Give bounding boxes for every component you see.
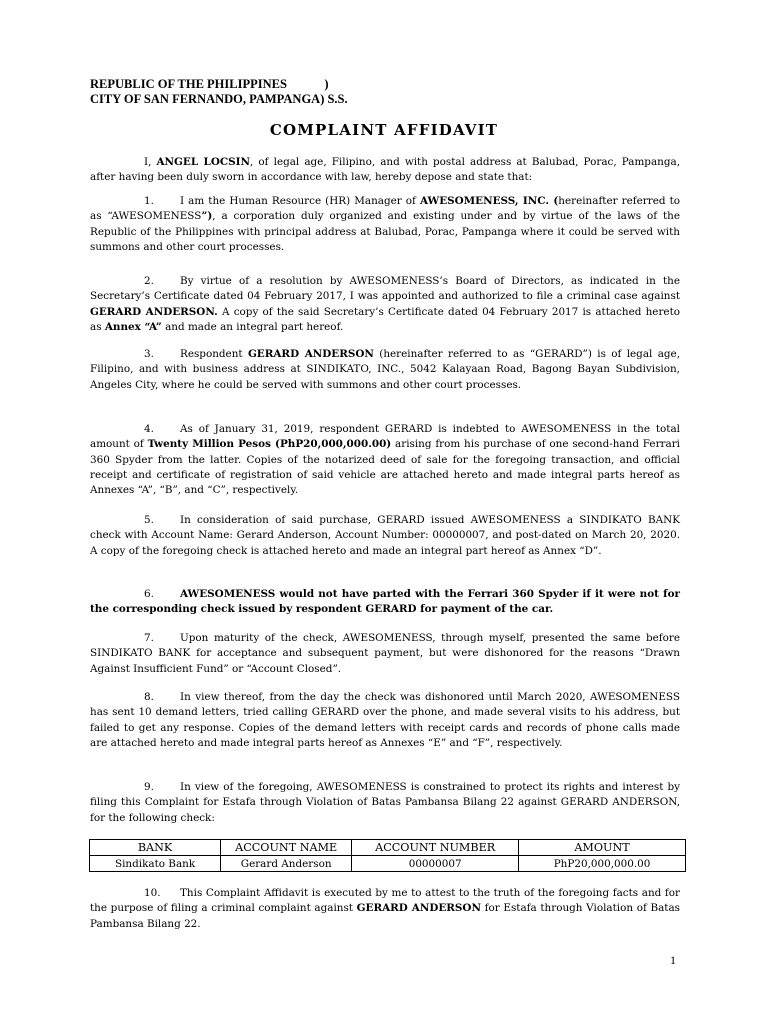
paragraph-10: 10. This Complaint Affidavit is executed by me to attest to the truth of the foregoing facts and for the purpose of filing a criminal complaint against GERARD ANDERSON for Estafa through Violation of Batas Pambansa Bilang 22. xyxy=(90,887,681,930)
affiant-name: ANGEL LOCSIN xyxy=(156,156,251,168)
table-row xyxy=(90,856,686,872)
paragraph-number: 6. xyxy=(144,588,154,600)
venue-line-1: REPUBLIC OF THE PHILIPPINES ) xyxy=(90,77,329,91)
paragraph-8: 8. In view thereof, from the day the check was dishonored until March 2020, AWESOMENESS has sent 10 demand letters, tried calling GERARD over the phone, and made several visits to his address, but failed to get any response. Copies of the demand letters with receipt cards and records of phone calls made are attached hereto and made integral parts hereof as Annexes “E” and “F”, respectively. xyxy=(90,691,680,749)
table-cell: Gerard Anderson xyxy=(221,856,352,872)
paragraph-number: 8. xyxy=(144,691,154,703)
paragraph-6: 6. AWESOMENESS would not have parted with the Ferrari 360 Spyder if it were not for the corresponding check issued by respondent GERARD for payment of the car. xyxy=(90,588,680,616)
column-header: BANK xyxy=(90,840,221,856)
intro-paragraph: I, ANGEL LOCSIN, of legal age, Filipino, and with postal address at Balubad, Porac, Pampanga, after having been duly sworn in accordance with law, hereby depose and state that: xyxy=(90,156,680,184)
respondent-name: GERARD ANDERSON xyxy=(356,902,481,915)
paragraph-1: 1. I am the Human Resource (HR) Manager of AWESOMENESS, INC. (hereinafter referred to as “AWESOMENESS”), a corporation duly organized and existing under and by virtue of the laws of the Republic of the Philippines with principal address at Balubad, Porac, Pampanga where it could be served with summons and other court processes. xyxy=(90,195,680,253)
document-title: COMPLAINT AFFIDAVIT xyxy=(269,121,499,139)
paragraph-number: 2. xyxy=(144,275,154,287)
table-cell: 00000007 xyxy=(352,856,519,872)
paragraph-3: 3. Respondent GERARD ANDERSON (hereinafter referred to as “GERARD”) is of legal age, Filipino, and with business address at SINDIKATO, INC., 5042 Kalayaan Road, Bagong Bayan Subdivision, Angeles City, where he could be served with summons and other court processes. xyxy=(90,348,680,391)
column-header: ACCOUNT NAME xyxy=(221,840,352,856)
paragraph-5: 5. In consideration of said purchase, GERARD issued AWESOMENESS a SINDIKATO BANK check with Account Name: Gerard Anderson, Account Number: 00000007, and post-dated on March 20, 2020. A copy of the foregoing check is attached hereto and made an integral part hereof as Annex “D”. xyxy=(90,514,680,557)
table-cell: Sindikato Bank xyxy=(90,856,221,872)
paragraph-number: 1. xyxy=(144,195,154,207)
annex-label: Annex “A” xyxy=(104,320,162,333)
respondent-name: GERARD ANDERSON xyxy=(247,348,374,360)
paragraph-2: 2. By virtue of a resolution by AWESOMENESS’s Board of Directors, as indicated in the Secretary’s Certificate dated 04 February 2017, I was appointed and authorized to file a criminal case against GERARD ANDERSON. A copy of the said Secretary’s Certificate dated 04 February 2017 is attached hereto as Annex “A” and made an integral part hereof. xyxy=(90,275,680,333)
table-header-row xyxy=(90,840,686,856)
company-name: AWESOMENESS, INC. ( xyxy=(419,195,559,207)
paragraph-number: 3. xyxy=(144,348,154,360)
paragraph-7: 7. Upon maturity of the check, AWESOMENESS, through myself, presented the same before SINDIKATO BANK for acceptance and subsequent payment, but were dishonored for the reasons “Drawn Against Insufficient Fund” or “Account Closed”. xyxy=(90,632,680,675)
paragraph-number: 7. xyxy=(144,632,154,644)
paragraph-number: 10. xyxy=(144,887,161,899)
paragraph-9: 9. In view of the foregoing, AWESOMENESS is constrained to protect its rights and interest by filing this Complaint for Estafa through Violation of Batas Pambansa Bilang 22 against GERARD ANDERSON, for the following check: xyxy=(90,781,680,824)
check-table xyxy=(89,839,686,872)
venue-header xyxy=(90,77,348,107)
respondent-name: GERARD ANDERSON. xyxy=(90,305,218,318)
paragraph-number: 5. xyxy=(144,514,154,526)
page-number: 1 xyxy=(670,953,676,967)
column-header: AMOUNT xyxy=(519,840,686,856)
table-cell: PhP20,000,000.00 xyxy=(519,856,686,872)
debt-amount: Twenty Million Pesos (PhP20,000,000.00) xyxy=(147,438,392,451)
venue-line-2: CITY OF SAN FERNANDO, PAMPANGA) S.S. xyxy=(90,92,348,106)
column-header: ACCOUNT NUMBER xyxy=(352,840,519,856)
paragraph-4: 4. As of January 31, 2019, respondent GERARD is indebted to AWESOMENESS in the total amount of Twenty Million Pesos (PhP20,000,000.00) arising from his purchase of one second-hand Ferrari 360 Spyder from the latter. Copies of the notarized deed of sale for the foregoing transaction, and official receipt and certificate of registration of said vehicle are attached hereto and made integral parts hereof as Annexes “A”, “B”, and “C”, respectively. xyxy=(90,423,680,497)
paragraph-number: 4. xyxy=(144,423,154,435)
paragraph-number: 9. xyxy=(144,781,154,793)
